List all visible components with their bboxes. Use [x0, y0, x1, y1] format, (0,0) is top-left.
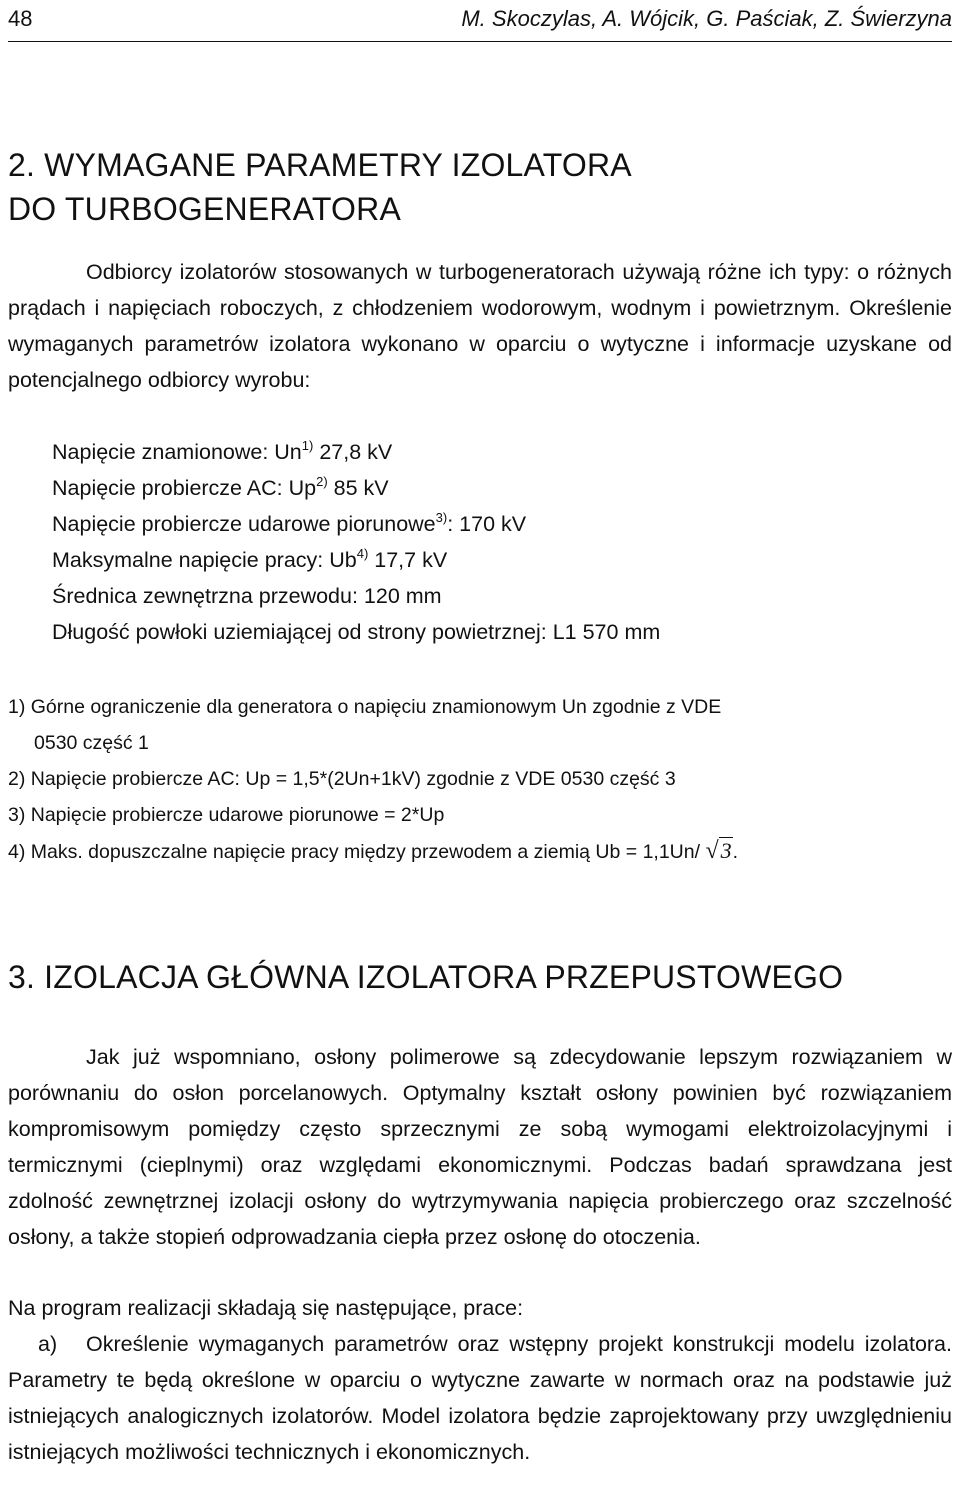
- parameter-list: [52, 434, 660, 650]
- program-intro: Na program realizacji składają się następujące, prace:: [8, 1296, 524, 1320]
- header-rule: [8, 41, 952, 42]
- footnote-1: 1) Górne ograniczenie dla generatora o napięciu znamionowym Un zgodnie z VDE: [8, 696, 722, 718]
- section-3-paragraph: Jak już wspomniano, osłony polimerowe są zdecydowanie lepszym rozwiązaniem w porównaniu do osłon porcelanowych. Optymalny kształt osłony powinien być rozwiązaniem kompromisowym pomiędzy często sprzecznymi ze sobą wymogami elektroizolacyjnymi i termicznymi (cieplnymi) oraz względami ekonomicznymi. Podczas badań sprawdzana jest zdolność zewnętrznej izolacji osłony do wytrzymywania napięcia probierczego oraz szczelność osłony, a także stopień odprowadzania ciepła przez osłonę do otoczenia.: [8, 1045, 952, 1249]
- param-item: Napięcie probiercze udarowe piorunowe$^{3)}$: 170 kV: [52, 510, 527, 536]
- section-2-intro: Odbiorcy izolatorów stosowanych w turbogeneratorach używają różne ich typy: o różnych prądach i napięciach roboczych, z chłodzeniem wodorowym, wodnym i powietrznym. Określenie wymaganych parametrów izolatora wykonano w oparciu o wytyczne i informacje uzyskane od potencjalnego odbiorcy wyrobu:: [8, 260, 952, 392]
- param-item: Długość powłoki uziemiającej od strony powietrznej: L1 570 mm: [52, 620, 661, 644]
- param-item: Napięcie probiercze AC: Up$^{2)}$ 85 kV: [52, 474, 389, 500]
- section-2-heading-line1: 2. WYMAGANE PARAMETRY IZOLATORA: [8, 147, 632, 183]
- section-3-heading: 3. IZOLACJA GŁÓWNA IZOLATORA PRZEPUSTOWEGO: [8, 959, 844, 995]
- section-2-heading: [8, 143, 952, 231]
- footnote-4: 4) Maks. dopuszczalne napięcie pracy między przewodem a ziemią Ub = 1,1Un/ √3.: [8, 838, 739, 864]
- param-item: Napięcie znamionowe: Un$^{1)}$ 27,8 kV: [52, 438, 393, 464]
- footnote-2: 2) Napięcie probiercze AC: Up = 1,5*(2Un+1kV) zgodnie z VDE 0530 część 3: [8, 768, 676, 790]
- list-item-text: Określenie wymaganych parametrów oraz wstępny projekt konstrukcji modelu izolatora. Parametry te będą określone w oparciu o wytyczne zawarte w normach oraz na podstawie już istniejących analogicznych izolatorów. Model izolatora będzie zaprojektowany przy uwzględnieniu istniejących możliwości technicznych i ekonomicznych.: [8, 1332, 952, 1464]
- footnote-3: 3) Napięcie probiercze udarowe piorunowe = 2*Up: [8, 804, 445, 826]
- param-item: Maksymalne napięcie pracy: Ub$^{4)}$ 17,7 kV: [52, 546, 448, 572]
- page-number: 48: [8, 6, 33, 31]
- square-root-formula: √3: [705, 838, 732, 864]
- list-marker: a): [38, 1332, 58, 1356]
- footnotes: [8, 689, 952, 870]
- footnote-1-continuation: 0530 część 1: [34, 732, 149, 754]
- section-2-heading-line2: DO TURBOGENERATORA: [8, 191, 401, 227]
- page-header: [8, 2, 952, 36]
- list-item-a: [8, 1326, 952, 1470]
- param-item: Średnica zewnętrzna przewodu: 120 mm: [52, 584, 442, 608]
- running-authors: M. Skoczylas, A. Wójcik, G. Paściak, Z. Świerzyna: [461, 6, 952, 31]
